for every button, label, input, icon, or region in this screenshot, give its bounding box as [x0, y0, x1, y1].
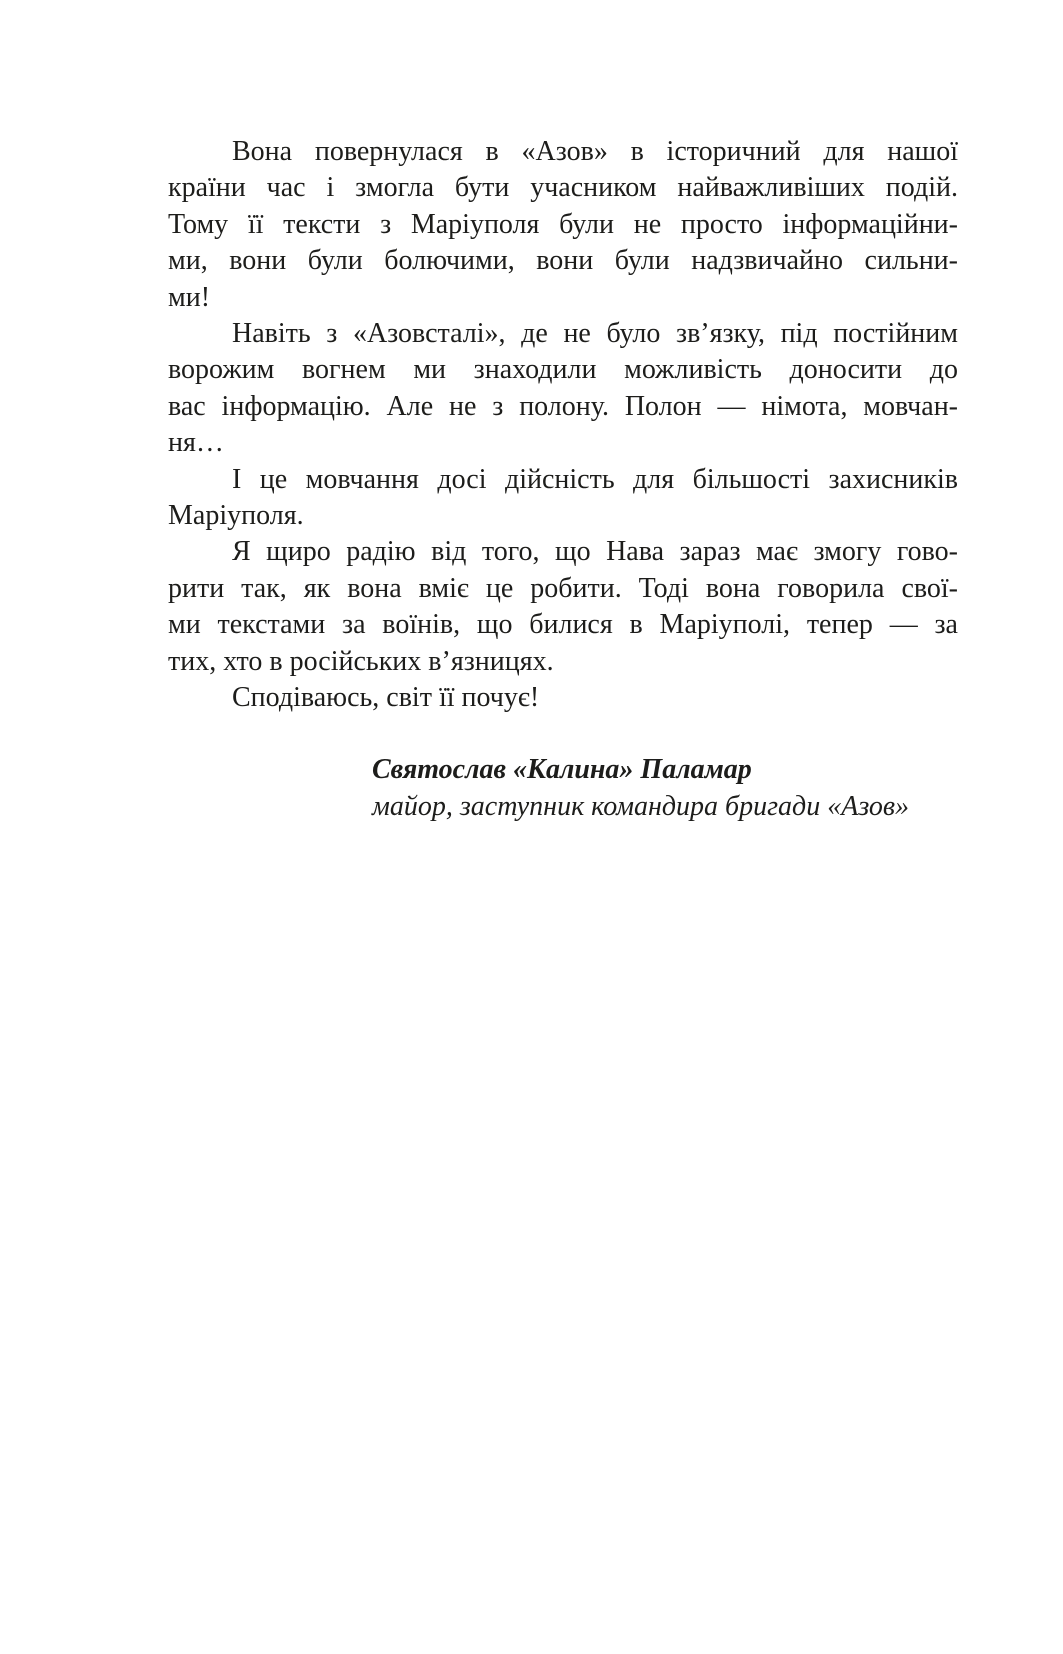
body-line: ня…: [168, 427, 224, 459]
body-line: тих, хто в російських в’язницях.: [168, 645, 554, 677]
body-line: Сподіваюсь, світ її почує!: [232, 682, 540, 714]
signature-title: майор, заступник командира бригади «Азов»: [372, 790, 910, 822]
signature-name: Святослав «Калина» Паламар: [372, 754, 752, 785]
body-line: Тому її тексти з Маріуполя були не просто інформаційни-: [168, 208, 958, 240]
body-line: країни час і змогла бути учасником найважливіших подій.: [168, 172, 958, 204]
text-block: [168, 134, 958, 717]
body-line: Вона повернулася в «Азов» в історичний для нашої: [232, 136, 958, 167]
body-line: ми текстами за воїнів, що билися в Маріуполі, тепер — за: [168, 609, 958, 641]
body-line: Маріуполя.: [168, 500, 304, 532]
paragraph: [168, 462, 958, 535]
body-line: рити так, як вона вміє це робити. Тоді вона говорила свої-: [168, 572, 958, 604]
body-line: вас інформацію. Але не з полону. Полон — німота, мовчан-: [168, 390, 958, 422]
paragraph: [168, 534, 958, 680]
body-line: ми!: [168, 281, 211, 313]
body-line: Навіть з «Азовсталі», де не було зв’язку, під постійним: [232, 318, 958, 350]
paragraph: [168, 316, 958, 462]
paragraph: [168, 680, 958, 716]
body-line: Я щиро радію від того, що Нава зараз має змогу гово-: [232, 536, 958, 568]
paragraph: [168, 134, 958, 316]
body-line: ми, вони були болючими, вони були надзвичайно сильни-: [168, 245, 958, 277]
body-line: І це мовчання досі дійсність для більшості захисників: [232, 463, 958, 495]
body-line: ворожим вогнем ми знаходили можливість доносити до: [168, 354, 958, 386]
signature-block: [372, 752, 909, 825]
